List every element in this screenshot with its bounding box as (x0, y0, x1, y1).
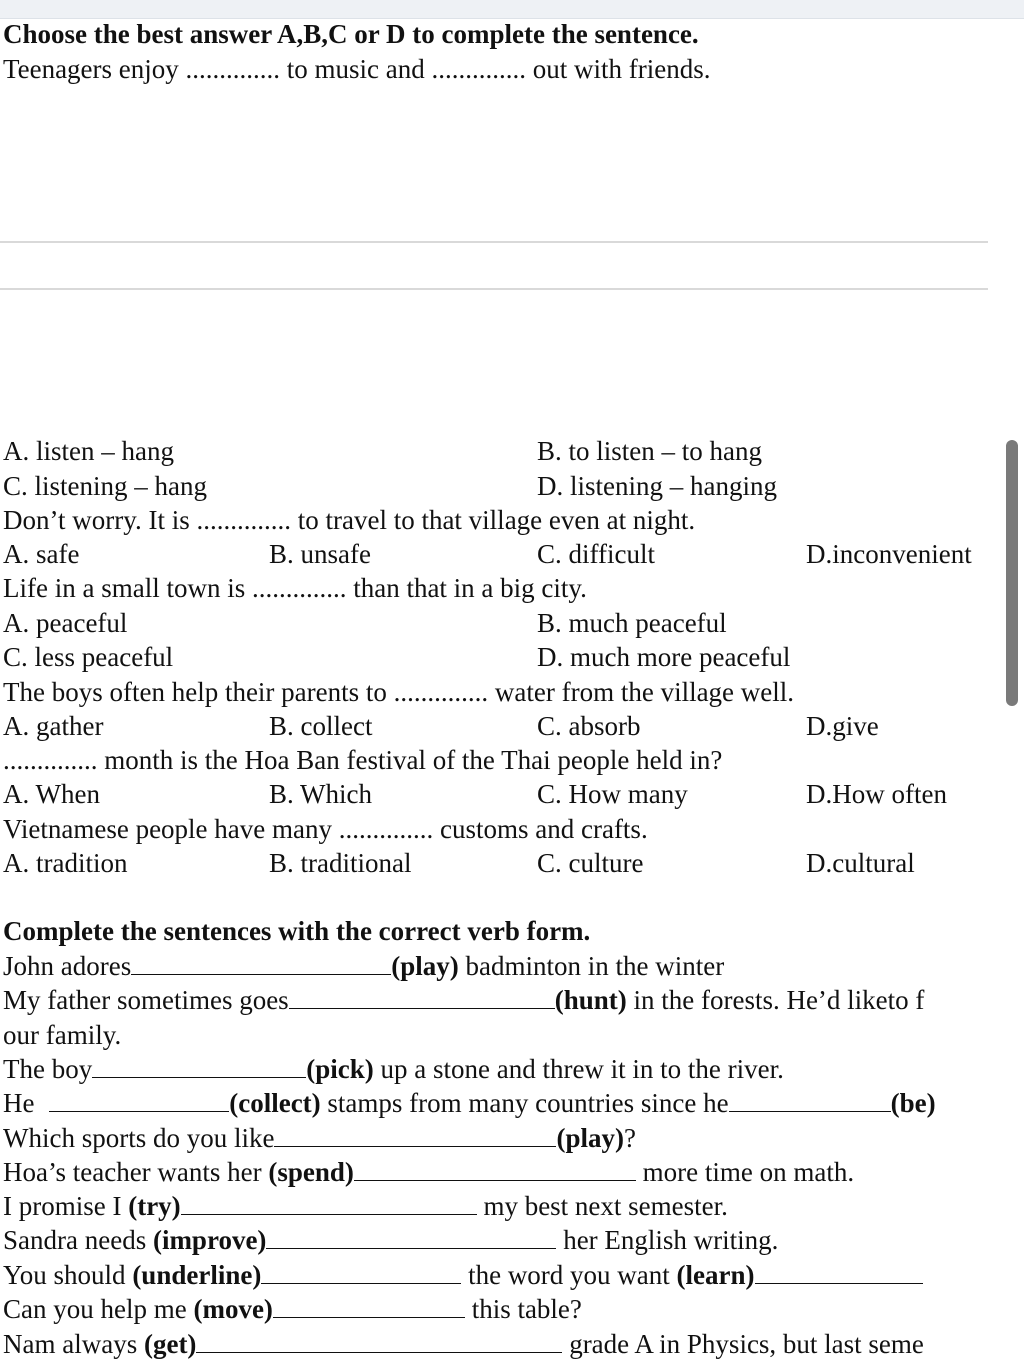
verb-sentence-5 (3, 1121, 636, 1155)
q6-option-a: A. tradition (3, 848, 128, 878)
answer-blank[interactable] (261, 1261, 461, 1284)
q4-option-b: B. collect (269, 711, 373, 741)
sentence-text: Sandra needs (3, 1225, 153, 1255)
sentence-text: up a stone and threw it in to the river. (373, 1054, 784, 1084)
sentence-text: more time on math. (635, 1157, 855, 1187)
q5-option-b: B. Which (269, 779, 372, 809)
answer-blank[interactable] (92, 1055, 306, 1078)
q6-option-d: D.cultural (806, 848, 915, 878)
sentence-text: this table? (464, 1294, 582, 1324)
q3-option-b: B. much peaceful (537, 608, 727, 638)
vertical-scrollbar-thumb[interactable] (1006, 440, 1018, 706)
q1-option-b: B. to listen – to hang (537, 436, 762, 466)
q2-option-a: A. safe (3, 539, 80, 569)
sentence-text: Hoa’s teacher wants her (3, 1157, 269, 1187)
sentence-text: the word you want (461, 1260, 677, 1290)
verb-sentence-10 (3, 1292, 582, 1326)
answer-blank-2[interactable] (729, 1089, 891, 1112)
q5-option-a: A. When (3, 779, 100, 809)
sentence-text: You should (3, 1260, 133, 1290)
q2-option-d: D.inconvenient (806, 539, 972, 569)
q2-option-c: C. difficult (537, 539, 655, 569)
verb-cue: (get) (143, 1329, 197, 1359)
answer-blank[interactable] (289, 986, 555, 1009)
verb-cue-2: (learn) (676, 1260, 755, 1290)
sentence-text: in the forests. He’d liketo f (626, 985, 925, 1015)
verb-sentence-3 (3, 1052, 784, 1086)
sentence-text: badminton in the winter (458, 951, 725, 981)
answer-blank[interactable] (49, 1089, 229, 1112)
verb-cue-2: (be) (890, 1088, 936, 1118)
verb-sentence-1 (3, 949, 724, 983)
sentence-text: Can you help me (3, 1294, 194, 1324)
q4-option-c: C. absorb (537, 711, 641, 741)
q1-option-a: A. listen – hang (3, 436, 174, 466)
sentence-text: stamps from many countries since he (320, 1088, 729, 1118)
sentence-text: The boy (3, 1054, 93, 1084)
q2-stem: Don’t worry. It is .............. to travel to that village even at night. (3, 505, 696, 535)
verb-cue: (play) (391, 951, 459, 981)
answer-blank[interactable] (181, 1192, 477, 1215)
verb-cue: (improve) (152, 1225, 267, 1255)
answer-blank[interactable] (131, 952, 391, 975)
q3-option-c: C. less peaceful (3, 642, 174, 672)
q4-option-d: D.give (806, 711, 879, 741)
sentence-text: grade A in Physics, but last seme (562, 1329, 924, 1359)
q1-stem: Teenagers enjoy .............. to music and .............. out with friends. (3, 54, 711, 84)
answer-blank[interactable] (274, 1124, 556, 1147)
q3-option-d: D. much more peaceful (537, 642, 791, 672)
answer-blank[interactable] (273, 1295, 465, 1318)
answer-blank[interactable] (266, 1226, 556, 1249)
q4-stem: The boys often help their parents to .............. water from the village well. (3, 677, 795, 707)
answer-blank[interactable] (354, 1158, 636, 1181)
verb-cue: (move) (193, 1294, 273, 1324)
sentence-text: Which sports do you like (3, 1123, 275, 1153)
sentence-text: her English writing. (556, 1225, 779, 1255)
divider-bottom (0, 288, 988, 290)
verb-cue: (try) (128, 1191, 181, 1221)
verb-sentence-11 (3, 1327, 924, 1361)
sentence-text: I promise I (3, 1191, 129, 1221)
q1-option-d: D. listening – hanging (537, 471, 777, 501)
verb-cue: (pick) (306, 1054, 374, 1084)
sentence-text: My father sometimes goes (3, 985, 289, 1015)
q6-stem: Vietnamese people have many .............. customs and crafts. (3, 814, 648, 844)
q5-option-d: D.How often (806, 779, 947, 809)
verb-sentence-4 (3, 1086, 936, 1120)
answer-blank-2[interactable] (755, 1261, 923, 1284)
sentence-text: John adores (3, 951, 132, 981)
sentence-text: my best next semester. (476, 1191, 728, 1221)
sentence-text: Nam always (3, 1329, 144, 1359)
q6-option-b: B. traditional (269, 848, 412, 878)
verb-sentence-8 (3, 1223, 778, 1257)
verb-sentence-7 (3, 1189, 728, 1223)
verb-sentence-6 (3, 1155, 854, 1189)
q3-option-a: A. peaceful (3, 608, 128, 638)
q1-option-c: C. listening – hang (3, 471, 207, 501)
verb-cue: (underline) (132, 1260, 262, 1290)
sentence-text: ? (623, 1123, 636, 1153)
answer-blank[interactable] (196, 1330, 562, 1353)
verb-cue: (play) (556, 1123, 624, 1153)
q5-stem: .............. month is the Hoa Ban festival of the Thai people held in? (3, 745, 723, 775)
q5-option-c: C. How many (537, 779, 688, 809)
verb-sentence-9 (3, 1258, 923, 1292)
q6-option-c: C. culture (537, 848, 644, 878)
verb-cue: (collect) (229, 1088, 321, 1118)
q3-stem: Life in a small town is .............. than that in a big city. (3, 573, 587, 603)
sentence-text: He (3, 1088, 42, 1118)
q2-option-b: B. unsafe (269, 539, 371, 569)
divider-top (0, 241, 988, 243)
section2-heading: Complete the sentences with the correct verb form. (3, 916, 591, 946)
verb-sentence-2-continued: our family. (3, 1020, 122, 1050)
verb-cue: (hunt) (554, 985, 627, 1015)
verb-sentence-2 (3, 983, 924, 1017)
verb-cue: (spend) (268, 1157, 354, 1187)
section1-heading: Choose the best answer A,B,C or D to complete the sentence. (3, 19, 699, 49)
q4-option-a: A. gather (3, 711, 104, 741)
